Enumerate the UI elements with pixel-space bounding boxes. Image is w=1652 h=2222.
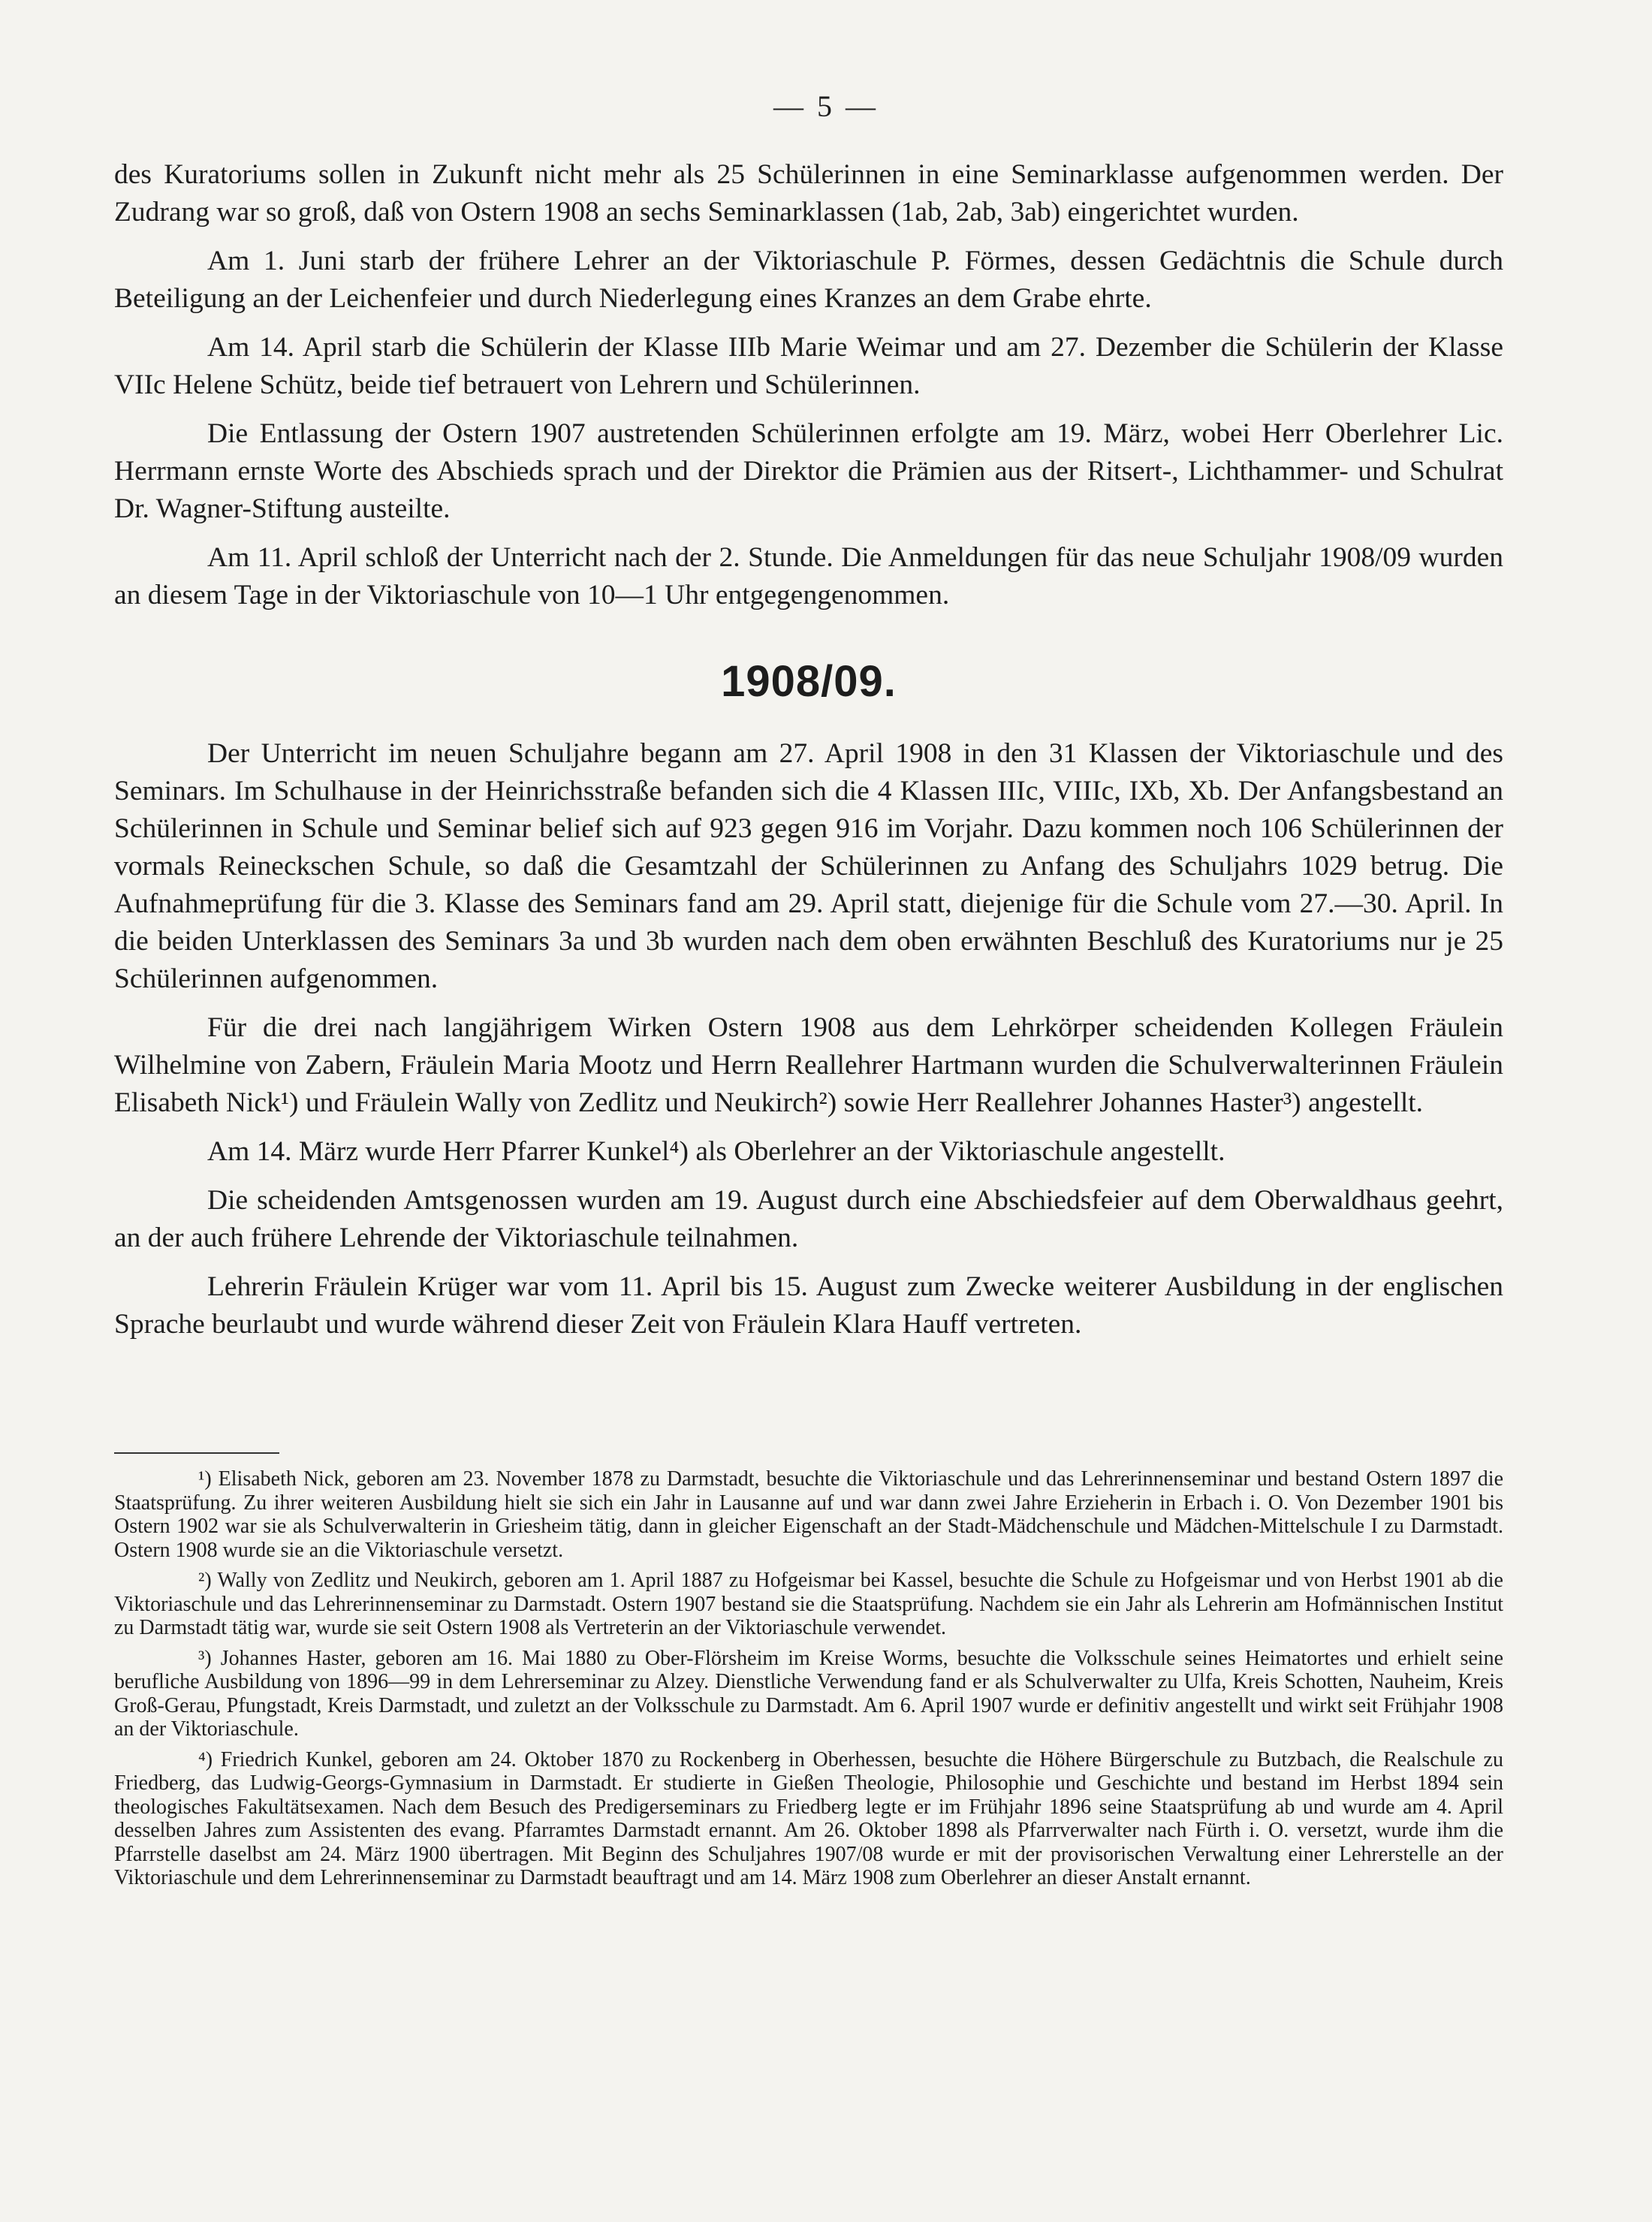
footnotes xyxy=(114,1467,1503,1897)
paragraph: Lehrerin Fräulein Krüger war vom 11. April bis 15. August zum Zwecke weiterer Ausbildung in der englischen Sprache beurlaubt und wurde während dieser Zeit von Fräulein Klara Hauff vertreten. xyxy=(114,1271,1503,1340)
paragraph: Am 1. Juni starb der frühere Lehrer an der Viktoriaschule P. Förmes, dessen Gedächtnis die Schule durch Beteiligung an der Leichenfeier und durch Niederlegung eines Kranzes an dem Grabe ehrte. xyxy=(114,246,1503,314)
paragraph: Am 14. April starb die Schülerin der Klasse IIIb Marie Weimar und am 27. Dezember die Schülerin der Klasse VIIc Helene Schütz, beide tief betrauert von Lehrern und Schülerinnen. xyxy=(114,332,1503,400)
footnote: ²) Wally von Zedlitz und Neukirch, geboren am 1. April 1887 zu Hofgeismar bei Kassel, besuchte die Schule zu Hofgeismar und von Herbst 1901 ab die Viktoriaschule und das Lehrerinnenseminar zu Darmstadt. Ostern 1907 bestand sie die Staatsprüfung. Nachdem sie ein Jahr als Lehrerin am Hofmännischen Institut zu Darmstadt tätig war, wurde sie seit Ostern 1908 als Vertreterin an der Viktoriaschule verwendet. xyxy=(114,1569,1503,1639)
paragraph: Am 11. April schloß der Unterricht nach der 2. Stunde. Die Anmeldungen für das neue Schuljahr 1908/09 wurden an diesem Tage in der Viktoriaschule von 10—1 Uhr entgegengenommen. xyxy=(114,542,1503,611)
paragraph: Am 14. März wurde Herr Pfarrer Kunkel⁴) als Oberlehrer an der Viktoriaschule angestellt. xyxy=(207,1136,1225,1167)
paragraph: Die Entlassung der Ostern 1907 austretenden Schülerinnen erfolgte am 19. März, wobei Herr Oberlehrer Lic. Herrmann ernste Worte des Abschieds sprach und der Direktor die Prämien aus der Ritsert-, Lichthammer- und Schulrat Dr. Wagner-Stiftung austeilte. xyxy=(114,418,1503,524)
footnote: ³) Johannes Haster, geboren am 16. Mai 1880 zu Ober-Flörsheim im Kreise Worms, besuchte die Volksschule seines Heimatortes und erhielt seine berufliche Ausbildung von 1896—99 in dem Lehrerseminar zu Alzey. Dienstliche Verwendung fand er als Schulverwalter zu Ulfa, Kreis Schotten, Nauheim, Kreis Groß-Gerau, Pfungstadt, Kreis Darmstadt, und zuletzt an der Volksschule zu Darmstadt. Am 6. April 1907 wurde er definitiv angestellt und wirkt seit Frühjahr 1908 an der Viktoriaschule. xyxy=(114,1646,1503,1741)
footnote-divider xyxy=(114,1452,279,1454)
footnote: ⁴) Friedrich Kunkel, geboren am 24. Oktober 1870 zu Rockenberg in Oberhessen, besuchte die Höhere Bürgerschule zu Butzbach, die Realschule zu Friedberg, das Ludwig-Georgs-Gymnasium in Darmstadt. Er studierte in Gießen Theologie, Philosophie und Geschichte und bestand im Herbst 1894 sein theologisches Fakultätsexamen. Nach dem Besuch des Predigerseminars zu Friedberg legte er im Frühjahr 1896 seine Staatsprüfung ab und wurde am 4. April desselben Jahres zum Assistenten des evang. Pfarramtes Darmstadt ernannt. Am 26. Oktober 1898 als Pfarrverwalter nach Fürth i. O. versetzt, wurde ihm die Pfarrstelle daselbst am 24. März 1900 übertragen. Mit Beginn des Schuljahres 1907/08 wurde er mit der provisorischen Verwaltung einer Lehrerstelle an der Viktoriaschule und dem Lehrerinnenseminar zu Darmstadt beauftragt und am 14. März 1908 zum Oberlehrer an dieser Anstalt ernannt. xyxy=(114,1747,1503,1889)
section-heading: 1908/09. xyxy=(721,657,897,706)
main-text xyxy=(114,156,1503,1355)
page-number: — 5 — xyxy=(773,89,879,123)
paragraph: Für die drei nach langjährigem Wirken Ostern 1908 aus dem Lehrkörper scheidenden Kollegen Fräulein Wilhelmine von Zabern, Fräulein Maria Mootz und Herrn Reallehrer Hartmann wurden die Schulverwalterinnen Fräulein Elisabeth Nick¹) und Fräulein Wally von Zedlitz und Neukirch²) sowie Herr Reallehrer Johannes Haster³) angestellt. xyxy=(114,1012,1503,1118)
paragraph: Die scheidenden Amtsgenossen wurden am 19. August durch eine Abschiedsfeier auf dem Oberwaldhaus geehrt, an der auch frühere Lehrende der Viktoriaschule teilnahmen. xyxy=(114,1185,1503,1253)
paragraph: Der Unterricht im neuen Schuljahre begann am 27. April 1908 in den 31 Klassen der Viktoriaschule und des Seminars. Im Schulhause in der Heinrichsstraße befanden sich die 4 Klassen IIIc, VIIIc, IXb, Xb. Der Anfangsbestand an Schülerinnen in Schule und Seminar belief sich auf 923 gegen 916 im Vorjahr. Dazu kommen noch 106 Schülerinnen der vormals Reineckschen Schule, so daß die Gesamtzahl der Schülerinnen zu Anfang des Schuljahrs 1029 betrug. Die Aufnahmeprüfung für die 3. Klasse des Seminars fand am 29. April statt, diejenige für die Schule vom 27.—30. April. In die beiden Unterklassen des Seminars 3a und 3b wurden nach dem oben erwähnten Beschluß des Kuratoriums nur je 25 Schülerinnen aufgenommen. xyxy=(114,738,1503,994)
paragraph: des Kuratoriums sollen in Zukunft nicht mehr als 25 Schülerinnen in eine Seminarklasse aufgenommen werden. Der Zudrang war so groß, daß von Ostern 1908 an sechs Seminarklassen (1ab, 2ab, 3ab) eingerichtet wurden. xyxy=(114,159,1503,228)
footnote: ¹) Elisabeth Nick, geboren am 23. November 1878 zu Darmstadt, besuchte die Viktoriaschule und das Lehrerinnenseminar und bestand Ostern 1897 die Staatsprüfung. Zu ihrer weiteren Ausbildung hielt sie sich ein Jahr in Lausanne auf und war dann zwei Jahre Erzieherin in Erbach i. O. Von Dezember 1901 bis Ostern 1902 war sie als Schulverwalterin in Griesheim tätig, dann in gleicher Eigenschaft an der Stadt-Mädchenschule und Mädchen-Mittelschule I zu Darmstadt. Ostern 1908 wurde sie an die Viktoriaschule versetzt. xyxy=(114,1467,1503,1562)
